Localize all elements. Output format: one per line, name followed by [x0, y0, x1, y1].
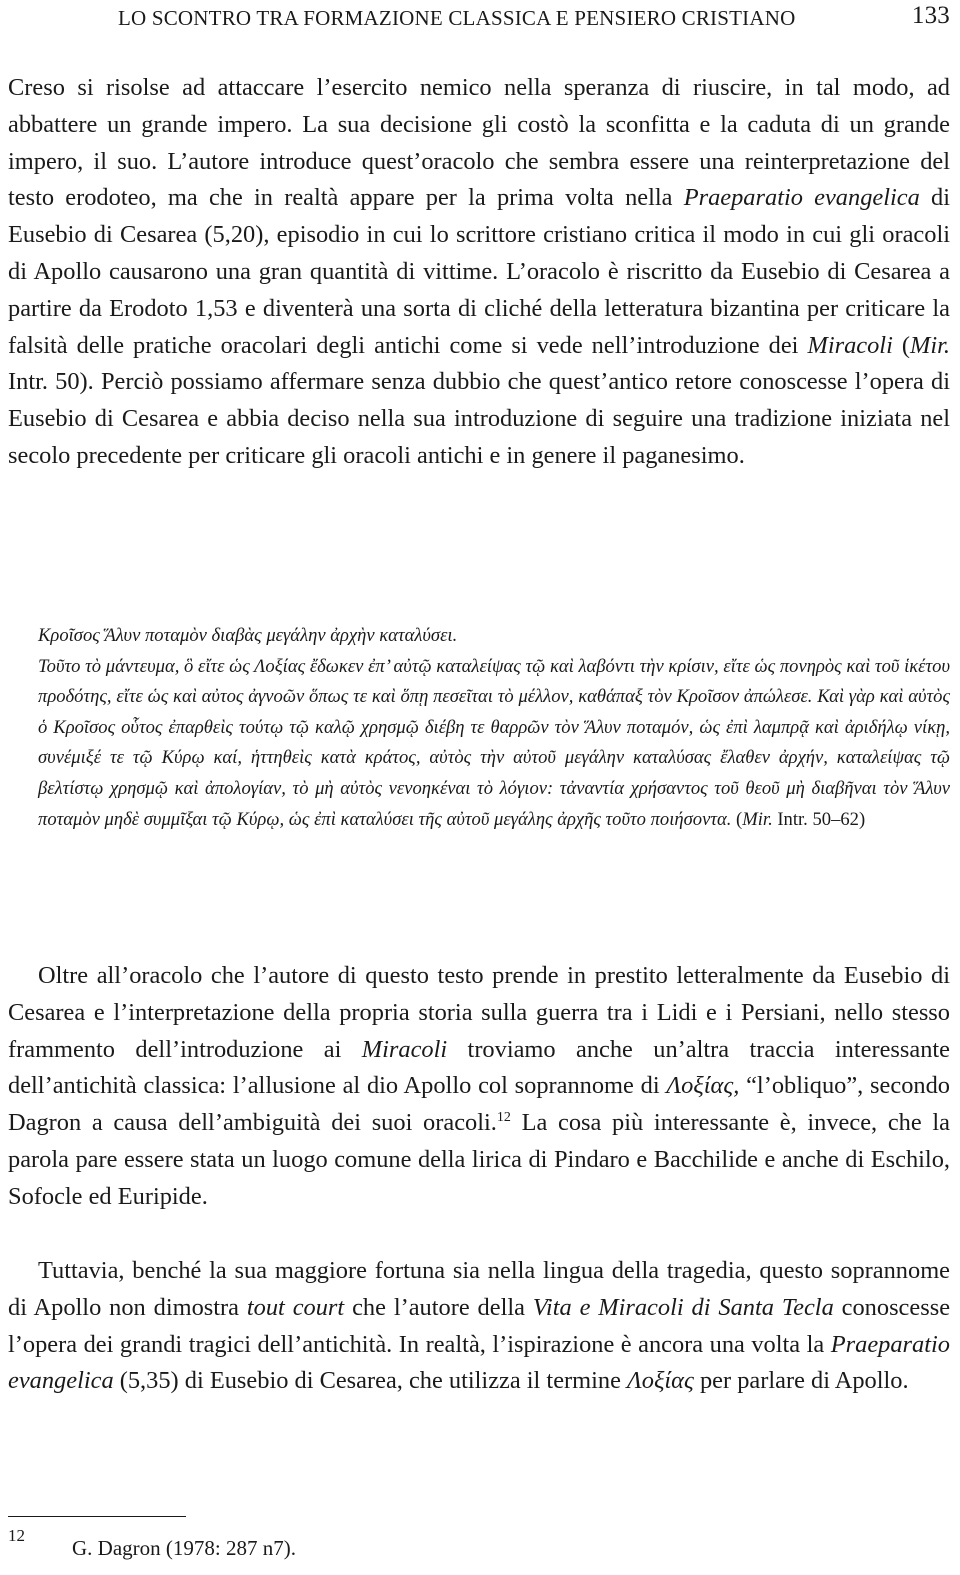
running-title: LO SCONTRO TRA FORMAZIONE CLASSICA E PENSIERO CRISTIANO	[118, 6, 796, 30]
text-run: Tuttavia, benché la sua maggiore fortuna sia nella lingua della tragedia, questo soprannome di Apollo non dimostra	[8, 1257, 950, 1321]
text-run: La cosa più interessante è, invece, che la parola pare essere stata un luogo comune della lirica di Pindaro e Bacchilide e anche di Eschilo, Sofocle ed Euripide.	[8, 1109, 950, 1210]
body-paragraph-2	[8, 958, 950, 1216]
italic-greek-term: Λοξίας,	[666, 1072, 740, 1100]
italic-title: Miracoli	[807, 331, 893, 359]
text-run: di Eusebio di Cesarea (5,20), episodio in cui lo scrittore cristiano critica il modo in cui gli oracoli di Apollo causarono una gran quantità di vittime. L’oracolo è riscritto da Eusebio di Cesarea a partire da Erodoto 1,53 e diventerà una sorta di cliché della letteratura bizantina per criticare la falsità delle pratiche oracolari degli antichi come si vede nell’introduzione dei	[8, 184, 951, 359]
footnote-text: G. Dagron (1978: 287 n7).	[72, 1536, 296, 1560]
italic-greek-term: Λοξίας	[627, 1367, 694, 1395]
greek-text: Τοῦτο τὸ μάντευμα, ὃ εἴτε ὡς Λοξίας ἔδωκεν ἐπ’ αὐτῷ καταλείψας τῷ καὶ λαβόντι τὴν κρίσιν, εἴτε ὡς πονηρὸς καὶ τοῦ ἱκέτου προδότης, εἴτε ὡς καὶ αὐτος ἀγνοῶν ὅπως τε καὶ ὅπῃ πεσεῖται τὸ μέλλον, καθάπαξ τὸν Κροῖσον ἀπώλεσε. Καὶ γὰρ καὶ αὐτὸς ὁ Κροῖσος οὗτος ἐπαρθεὶς τούτῳ τῷ καλῷ χρησμῷ διέβη τε θαρρῶν τὸν Ἅλυν ποταμόν, ὡς ἐπὶ λαμπρᾷ καὶ ἀριδήλῳ νίκῃ, συνέμιξέ τε τῷ Κύρῳ καί, ἡττηθεὶς κατὰ κράτος, αὐτὸς τὴν αὐτοῦ μεγάλην καταλύσας ἔλαθεν ἀρχήν, καταλείψας τῷ βελτίστῳ χρησμῷ καὶ ἀπολογίαν, τὸ μὴ αὐτὸς νενοηκέναι τὸ λόγιον: τἀναντία χρήσαντος τοῦ θεοῦ μὴ διαβῆναι τὸν Ἅλυν ποταμὸν μηδὲ συμμῖξαι τῷ Κύρῳ, ὡς ἐπὶ καταλύσει τῆς αὐτοῦ μεγάλης ἀρχῆς τοῦτο ποιήσοντα.	[38, 655, 950, 830]
citation-italic: Mir.	[742, 808, 773, 830]
text-run: Oltre all’oracolo che l’autore di questo testo prende in prestito letteralmente da Eusebio di Cesarea e l’interpretazione della propria storia sulla guerra tra i Lidi e i Persiani, nello stesso frammento dell’introduzione ai	[8, 962, 950, 1063]
text-run: che l’autore della	[344, 1293, 533, 1321]
page-number: 133	[911, 2, 950, 29]
italic-phrase: tout court	[246, 1293, 345, 1321]
greek-block-quote	[38, 621, 950, 835]
italic-title: Miracoli	[361, 1035, 448, 1063]
italic-title: Vita e Miracoli di Santa Tecla	[532, 1293, 834, 1321]
citation-open: (	[731, 808, 743, 830]
greek-oracle-line: Κροῖσος Ἅλυν ποταμὸν διαβὰς μεγάλην ἀρχὴν καταλύσει.	[38, 625, 458, 646]
italic-title: Praeparatio evangelica	[8, 1330, 950, 1395]
text-run: “l’obliquo”, secondo Dagron a causa dell’ambiguità dei suoi oracoli.	[8, 1072, 950, 1137]
italic-title: Praeparatio evangelica	[683, 184, 920, 212]
text-run: Intr. 50). Perciò possiamo affermare senza dubbio che quest’antico retore conoscesse l’opera di Eusebio di Cesarea e abbia deciso nella sua introduzione di seguire una tradizione iniziata nel secolo precedente per criticare gli oracoli antichi e in genere il paganesimo.	[8, 368, 950, 469]
body-paragraph-3	[8, 1253, 950, 1400]
body-paragraph-1	[8, 70, 950, 475]
italic-abbrev: Mir.	[910, 331, 950, 359]
citation-rest: Intr. 50–62)	[772, 808, 866, 830]
text-run: Creso si risolse ad attaccare l’esercito nemico nella speranza di riuscire, in tal modo, ad abbattere un grande impero. La sua decisione gli costò la sconfitta e la caduta di un grande impero, il suo. L’autore introduce quest’oracolo che sembra essere una reinterpretazione del testo erodoteo, ma che in realtà appare per la prima volta nella	[8, 74, 950, 212]
greek-passage	[38, 652, 950, 836]
text-run: troviamo anche un’altra traccia interessante dell’antichità classica: l’allusione al dio Apollo col soprannome di	[8, 1035, 950, 1100]
text-run: conoscesse l’opera dei grandi tragici dell’antichità. In realtà, l’ispirazione è ancora una volta la	[8, 1293, 951, 1358]
footnote-number: 12	[8, 1526, 25, 1545]
text-run: per parlare di Apollo.	[693, 1367, 909, 1395]
footnote-divider	[8, 1516, 186, 1517]
text-run: (	[892, 331, 911, 359]
footnote-reference[interactable]: 12	[496, 1110, 511, 1126]
text-run: (5,35) di Eusebio di Cesarea, che utilizza il termine	[113, 1367, 628, 1395]
